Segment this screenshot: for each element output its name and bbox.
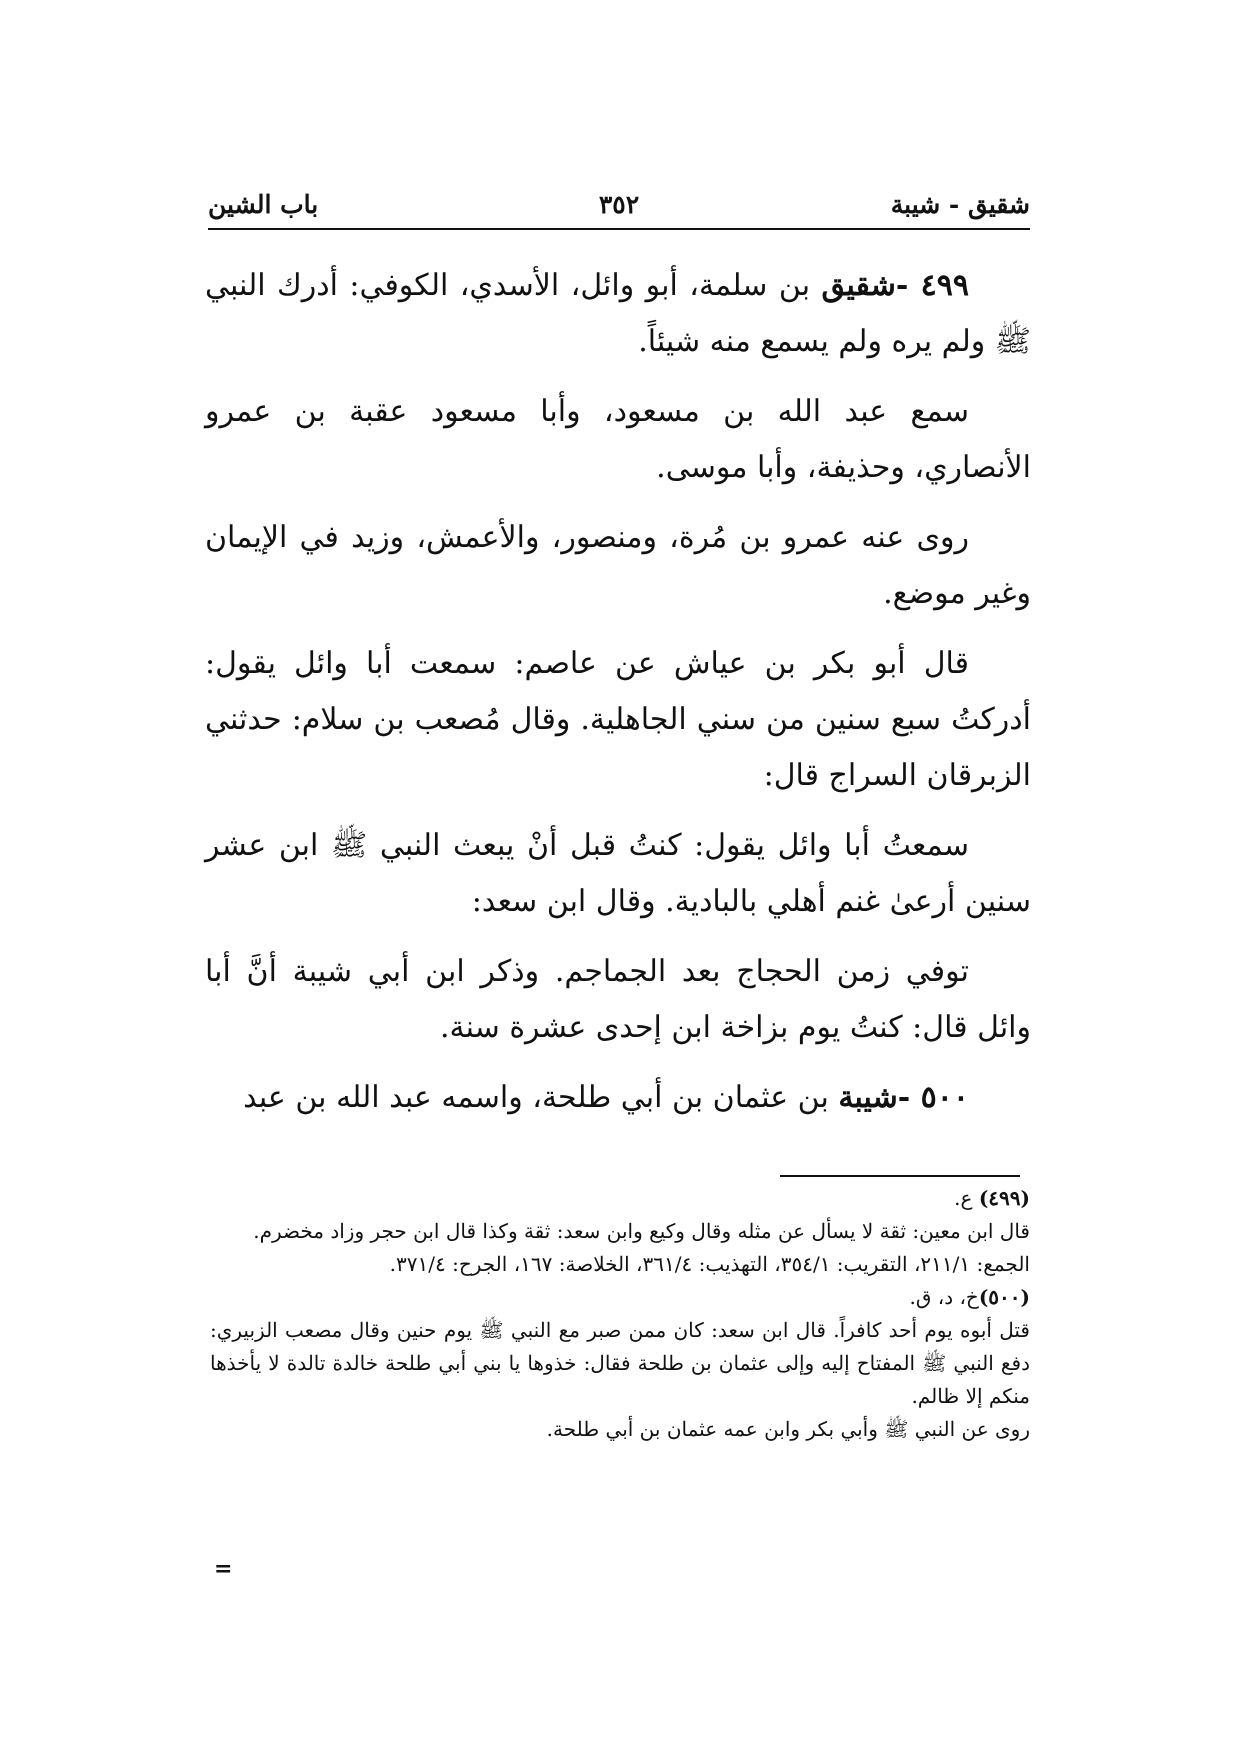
header-chapter-title: باب الشين: [208, 190, 319, 219]
paragraph-report-1: قال أبو بكر بن عياش عن عاصم: سمعت أبا وائل يقول: أدركتُ سبع سنين من سني الجاهلية. وقال مُصعب بن سلام: حدثني الزبرقان السراج قال:: [205, 646, 1031, 793]
entry-name: شقيق: [821, 268, 896, 303]
footnote-number: (٤٩٩): [978, 1186, 1030, 1210]
page-number: ٣٥٢: [598, 190, 640, 219]
main-text: [205, 258, 1031, 1140]
footnote-number: (٥٠٠): [978, 1285, 1030, 1309]
entry-500: [205, 1070, 1031, 1126]
continuation-mark: =: [214, 1556, 233, 1582]
paragraph-death: توفي زمن الحجاج بعد الجماجم. وذكر ابن أبي شيبة أنَّ أبا وائل قال: كنتُ يوم بزاخة ابن إحدى عشرة سنة.: [205, 954, 1031, 1045]
entry-name: شيبة: [838, 1080, 898, 1115]
footnote-499-line-1: قال ابن معين: ثقة لا يسأل عن مثله وقال وكيع وابن سعد: ثقة وكذا قال ابن حجر وزاد مخضرم.: [253, 1219, 1030, 1243]
footnote-500-line-2: روى عن النبي ﷺ وأبي بكر وابن عمه عثمان بن أبي طلحة.: [546, 1417, 1030, 1441]
entry-text: بن عثمان بن أبي طلحة، واسمه عبد الله بن عبد: [243, 1080, 839, 1115]
footnote-499-line-2: الجمع: ٢١١/١، التقريب: ٣٥٤/١، التهذيب: ٣٦١/٤، الخلاصة: ١٦٧، الجرح: ٣٧١/٤.: [389, 1252, 1030, 1276]
footnote-500-line-1: قتل أبوه يوم أحد كافراً. قال ابن سعد: كان ممن صبر مع النبي ﷺ يوم حنين وقال مصعب الزبيري: دفع النبي ﷺ المفتاح إليه وإلى عثمان بن طلحة فقال: خذوها يا بني أبي طلحة خالدة تالدة لا يأخذها منكم إلا ظالم.: [210, 1318, 1030, 1408]
footnote-code: ع.: [954, 1186, 979, 1210]
footnote-500-head: [210, 1281, 1030, 1314]
footnote-separator: [780, 1175, 1020, 1177]
paragraph-report-2: سمعتُ أبا وائل يقول: كنتُ قبل أنْ يبعث النبي ﷺ ابن عشر سنين أرعىٰ غنم أهلي بالبادية. وقال ابن سعد:: [205, 828, 1031, 919]
entry-text: بن سلمة، أبو وائل، الأسدي، الكوفي: أدرك النبي ﷺ ولم يره ولم يسمع منه شيئاً.: [205, 268, 1031, 359]
running-header: [208, 184, 1030, 230]
entry-number: ٥٠٠ -: [897, 1080, 969, 1115]
footnote-code: خ، د، ق.: [909, 1285, 979, 1309]
entry-number: ٤٩٩ -: [895, 268, 969, 303]
footnotes: [210, 1182, 1030, 1446]
paragraph-students: روى عنه عمرو بن مُرة، ومنصور، والأعمش، وزيد في الإيمان وغير موضع.: [205, 520, 1031, 611]
footnote-499-head: [210, 1182, 1030, 1215]
header-section-title: شقيق - شيبة: [890, 190, 1030, 219]
paragraph-teachers: سمع عبد الله بن مسعود، وأبا مسعود عقبة بن عمرو الأنصاري، وحذيفة، وأبا موسى.: [205, 394, 1031, 485]
entry-499: [205, 258, 1031, 370]
